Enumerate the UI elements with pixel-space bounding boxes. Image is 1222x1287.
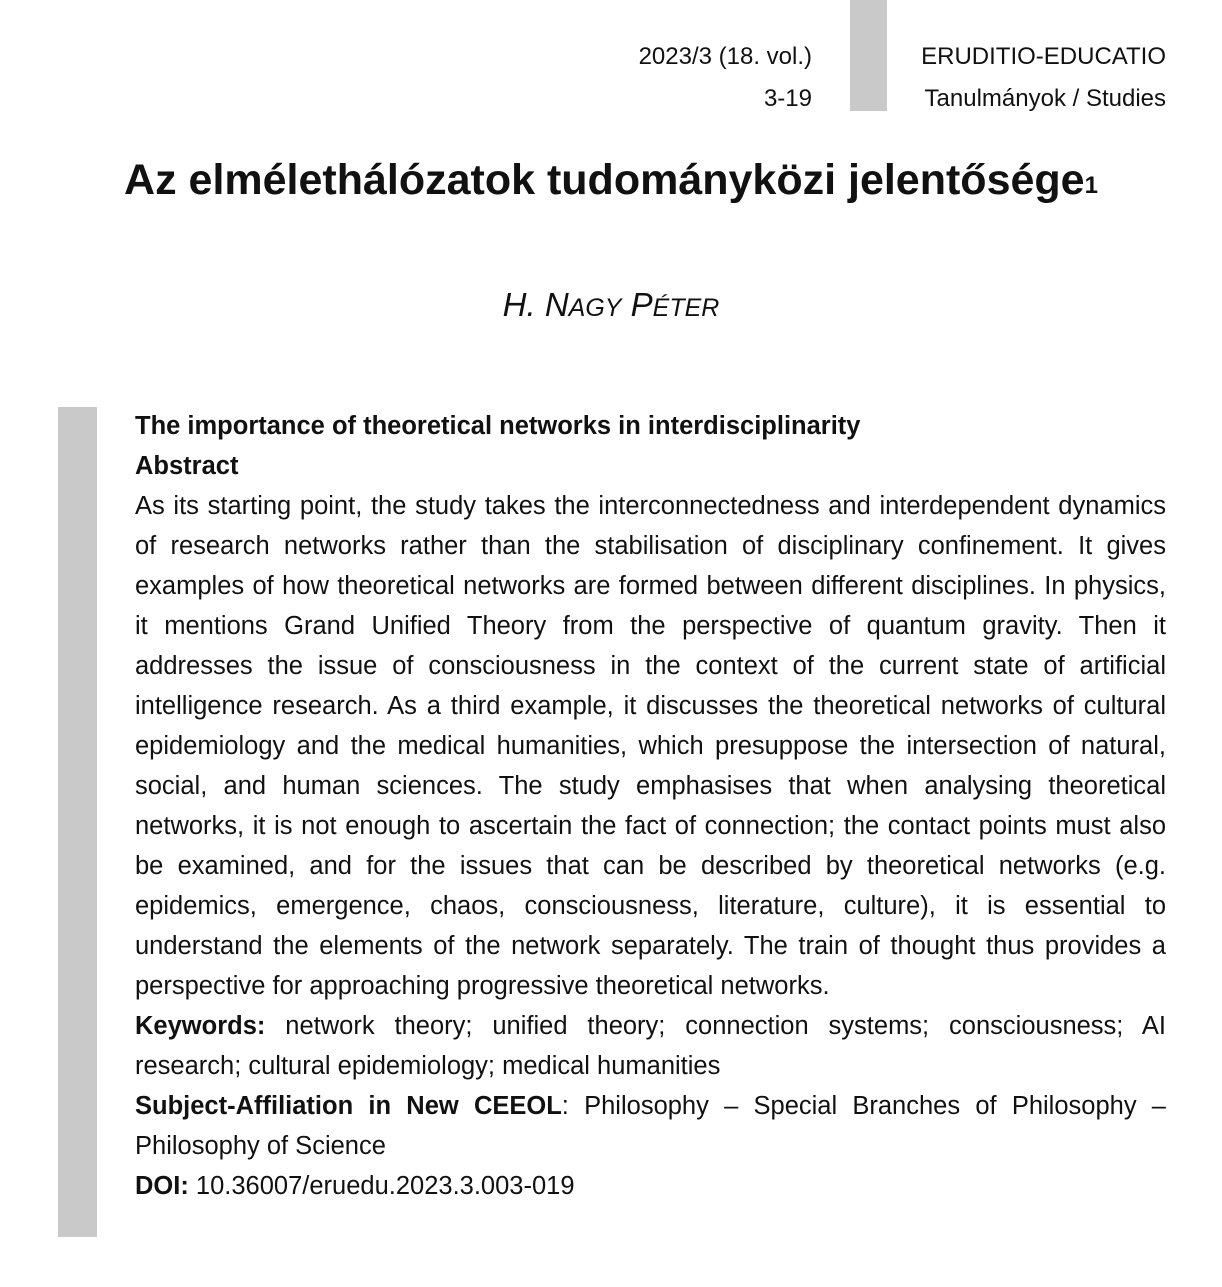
doi-line (135, 1166, 1166, 1206)
article-title-text: Az elmélethálózatok tudományközi jelentősége (124, 156, 1085, 204)
abstract-side-bar (58, 407, 97, 1237)
keywords-line (135, 1006, 1166, 1086)
author-given-rest: ÉTER (652, 294, 720, 322)
journal-info (921, 36, 1166, 120)
subject-label: Subject-Affiliation in New CEEOL (135, 1092, 562, 1120)
abstract-heading: Abstract (135, 452, 239, 480)
doi-label: DOI: (135, 1172, 189, 1200)
footnote-marker[interactable]: 1 (1084, 172, 1098, 199)
author-given-initial: P (630, 286, 653, 323)
keywords-label: Keywords: (135, 1012, 266, 1040)
subject-text: : Philosophy – Special Branches of Philosophy – Philosophy of Science (135, 1092, 1166, 1160)
author-family-rest: AGY (568, 294, 622, 322)
article-title (0, 150, 1222, 210)
english-title: The importance of theoretical networks in interdisciplinarity (135, 412, 861, 440)
header-divider-bar (850, 0, 887, 111)
keywords-text: network theory; unified theory; connection systems; consciousness; AI research; cultural epidemiology; medical humanities (135, 1012, 1166, 1080)
issue-number: 2023/3 (18. vol.) (638, 43, 812, 70)
abstract-text: As its starting point, the study takes the interconnectedness and interdependent dynamics of research networks rather than the stabilisation of disciplinary confinement. It gives examples of how theoretical networks are formed between different disciplines. In physics, it mentions Grand Unified Theory from the perspective of quantum gravity. Then it addresses the issue of consciousness in the context of the current state of artificial intelligence research. As a third example, it discusses the theoretical networks of cultural epidemiology and the medical humanities, which presuppose the intersection of natural, social, and human sciences. The study emphasises that when analysing theoretical networks, it is not enough to ascertain the fact of connection; the contact points must also be examined, and for the issues that can be described by theoretical networks (e.g. epidemics, emergence, chaos, consciousness, literature, culture), it is essential to understand the elements of the network separately. The train of thought thus provides a perspective for approaching progressive theoretical networks. (135, 492, 1166, 1000)
journal-name: ERUDITIO-EDUCATIO (921, 43, 1166, 70)
author-initial: H. N (502, 286, 569, 323)
abstract-section (135, 406, 1166, 1206)
page-range: 3-19 (763, 85, 812, 112)
doi-value[interactable]: 10.36007/eruedu.2023.3.003-019 (195, 1172, 575, 1200)
subject-line (135, 1086, 1166, 1166)
section-name: Tanulmányok / Studies (924, 85, 1166, 112)
issue-info (639, 36, 812, 120)
author-name (0, 280, 1222, 333)
